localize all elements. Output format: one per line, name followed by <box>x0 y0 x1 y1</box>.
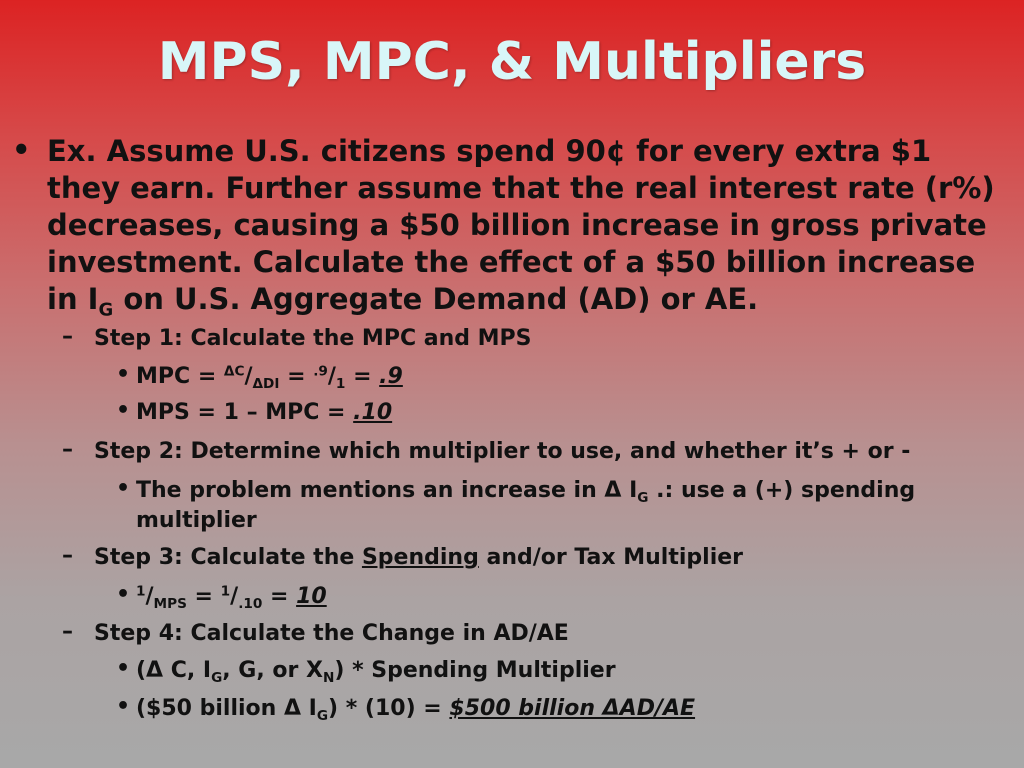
mps-answer: .10 <box>353 400 393 425</box>
step1-label: Step 1: Calculate the MPC and MPS <box>94 326 532 351</box>
mps-formula: MPS = 1 – MPC = .10 <box>136 400 393 425</box>
bullet-icon: • <box>116 362 131 387</box>
step4-label: Step 4: Calculate the Change in AD/AE <box>94 621 569 646</box>
intro-paragraph: Ex. Assume U.S. citizens spend 90¢ for every extra $1 they earn. Further assume that the real interest rate (r%) decreases, causing a $50 billion increase in gross private investment. Calculate the effect of a $50 billion increase in $I_G$ on U.S. Aggregate Demand (AD) or AE. <box>47 134 995 321</box>
dash-icon: – <box>62 619 73 644</box>
dash-icon: – <box>62 437 73 462</box>
bullet-icon: • <box>116 476 131 501</box>
step4-line1: (Δ C, $I_G$, G, or $X_N$) * Spending Multiplier <box>136 658 616 686</box>
multiplier-answer: 10 <box>296 584 327 609</box>
mpc-formula: MPC = $^{\Delta C}/_{\Delta DI} = ^{.9}/_1 = .9$ <box>136 363 403 392</box>
step4-line2: ($50 billion Δ $I_G) * (10)$ = $500 billion ΔAD/AE <box>136 696 696 724</box>
slide-title: MPS, MPC, & Multipliers <box>157 32 867 92</box>
step2-detail: The problem mentions an increase in Δ $I_G$ .: use a (+) spending multiplier <box>136 478 916 533</box>
bullet-icon: • <box>116 694 131 719</box>
dash-icon: – <box>62 324 73 349</box>
bullet-icon: • <box>116 398 131 423</box>
dash-icon: – <box>62 543 73 568</box>
bullet-icon: • <box>116 582 131 607</box>
multiplier-formula: $^1/_{MPS} = ^1/_{.10} = 10$ <box>136 583 327 612</box>
step2-label: Step 2: Determine which multiplier to use, and whether it’s + or - <box>94 439 911 464</box>
mpc-answer: .9 <box>379 364 403 389</box>
step3-label: Step 3: Calculate the Spending and/or Tax Multiplier <box>94 545 744 570</box>
bullet-icon: • <box>116 656 131 681</box>
final-answer: $500 billion ΔAD/AE <box>449 696 696 721</box>
bullet-icon: • <box>12 133 31 167</box>
